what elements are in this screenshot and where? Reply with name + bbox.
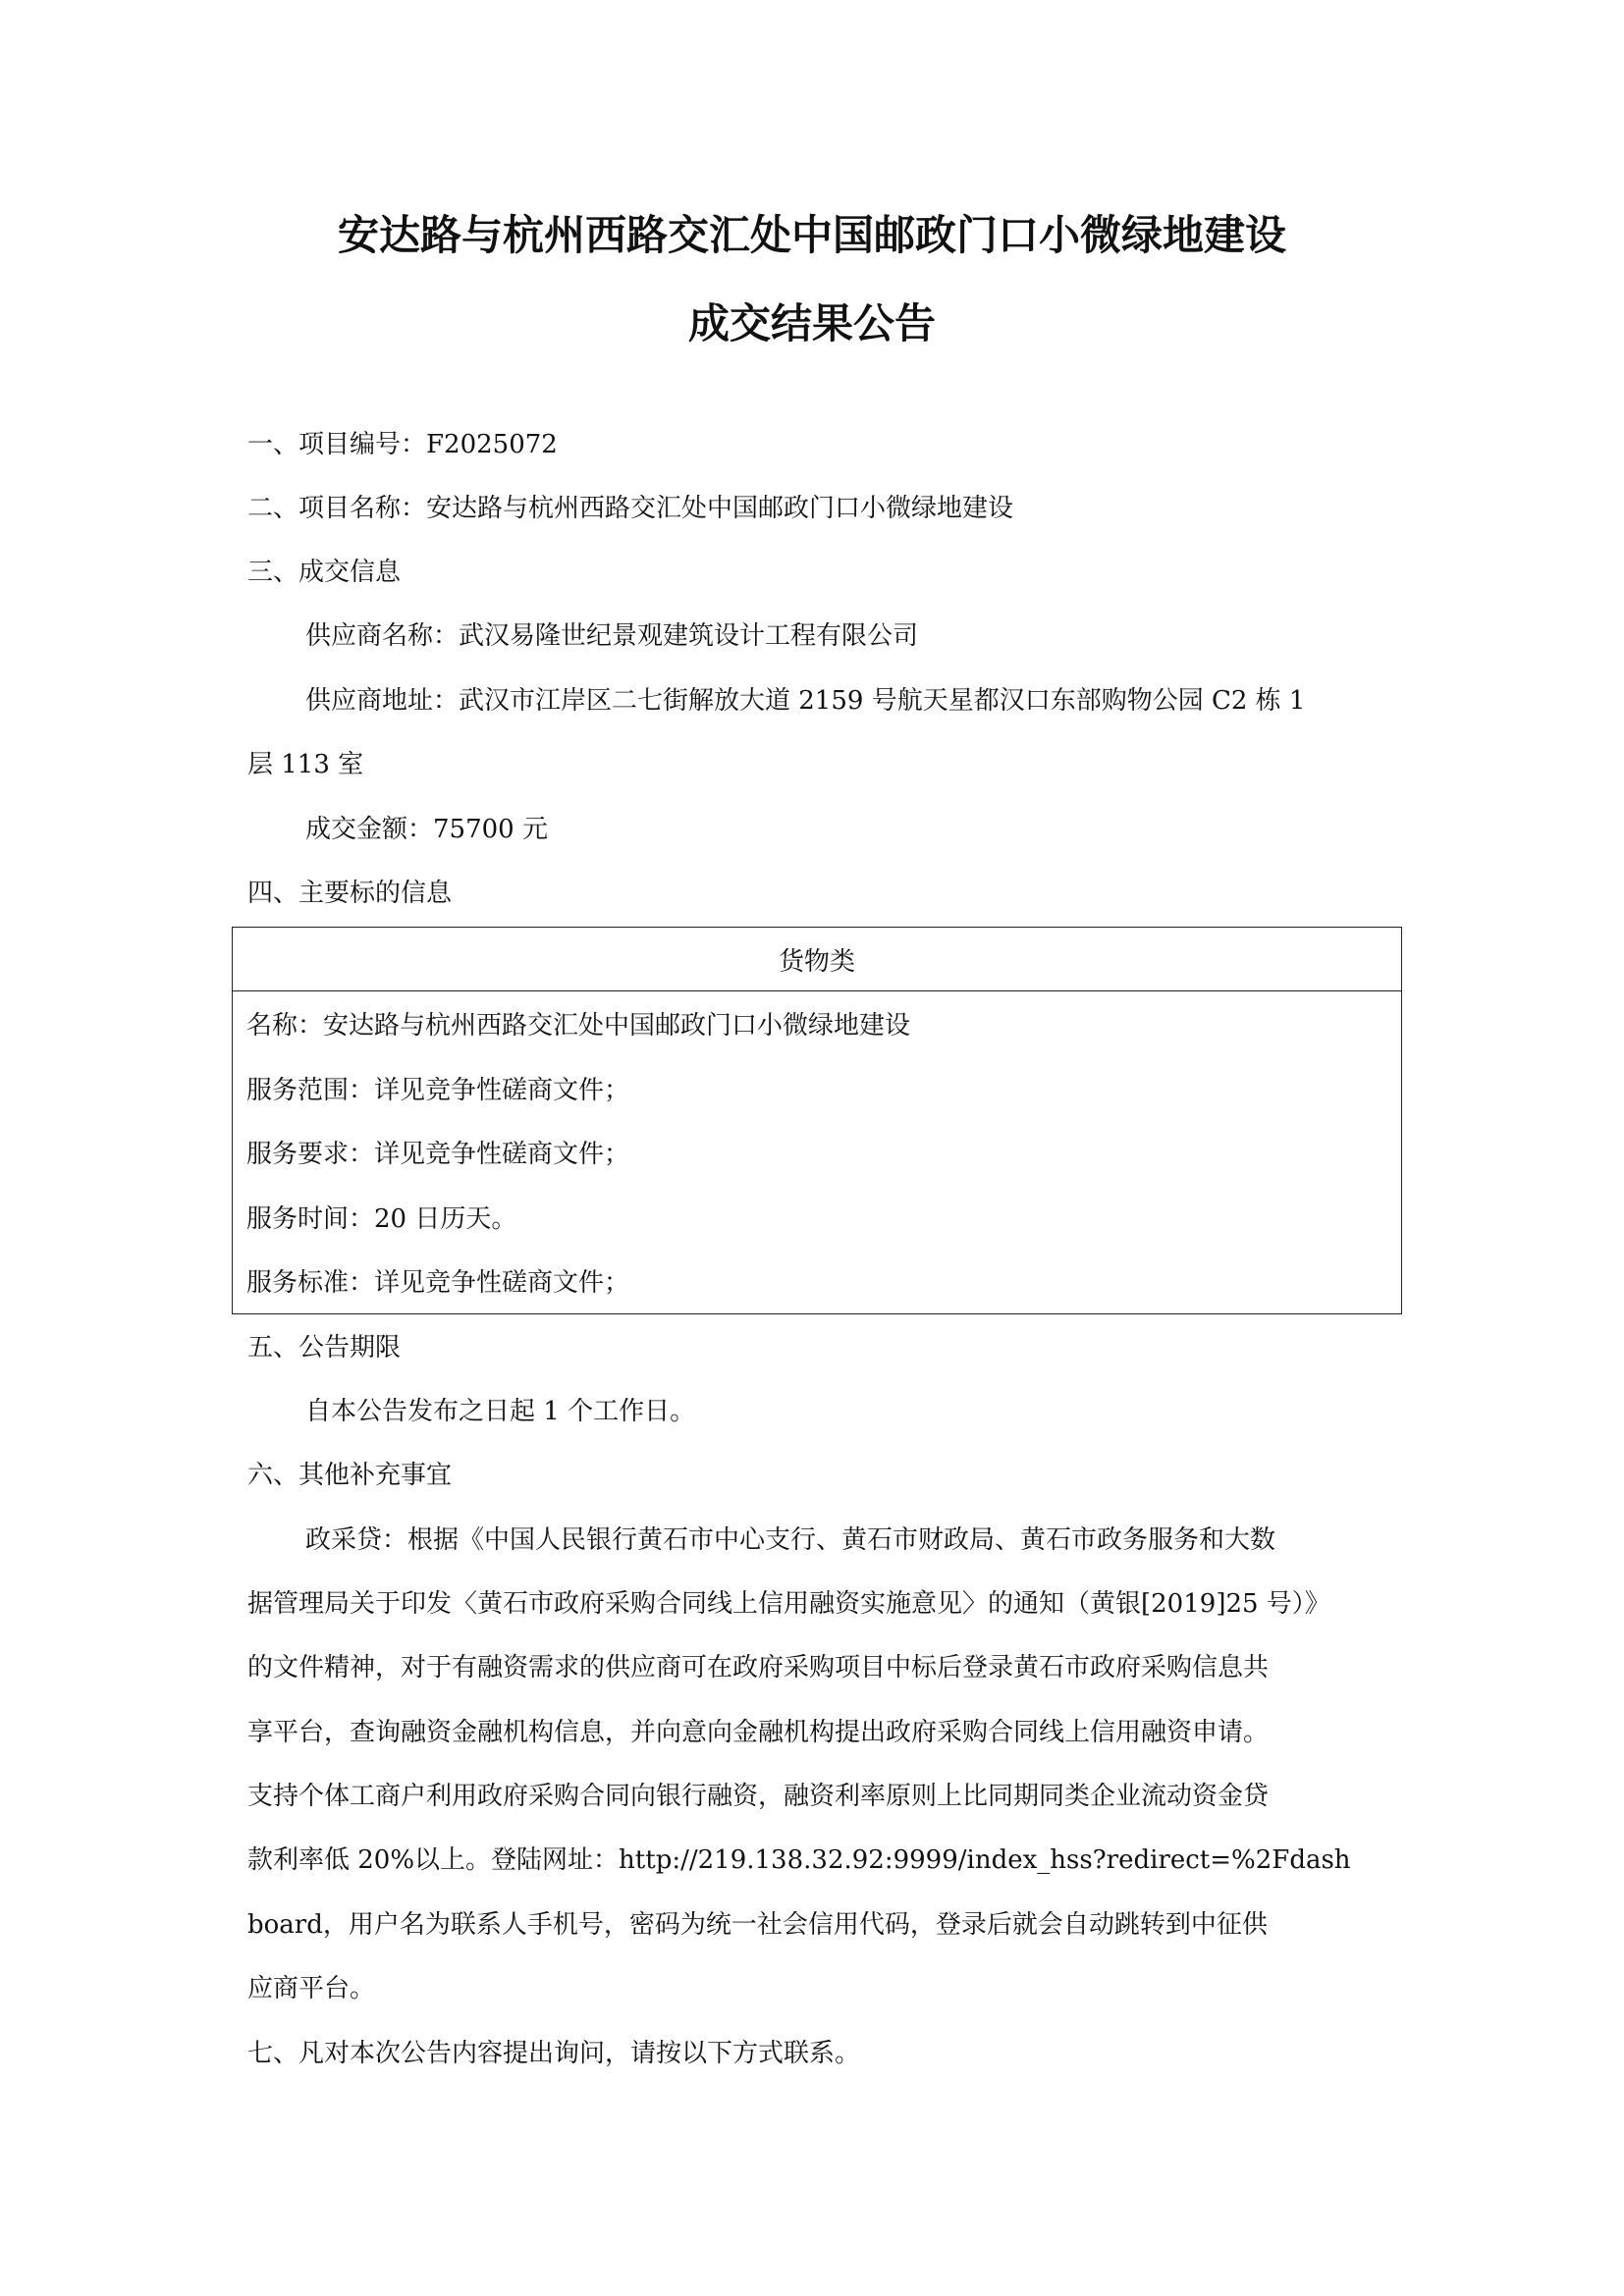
supplier-address-cont: 层 113 室 (247, 750, 364, 779)
supplement-line-with-url: 款利率低 20%以上。登陆网址：http://219.138.32.92:9999/index_hss?redirect=%2Fdash (247, 1845, 1351, 1875)
supplement-line: 据管理局关于印发〈黄石市政府采购合同线上信用融资实施意见〉的通知（黄银[2019]25 号）》 (247, 1589, 1330, 1619)
goods-row-requirement: 服务要求：详见竞争性磋商文件； (246, 1140, 630, 1170)
notice-period-text: 自本公告发布之日起 1 个工作日。 (305, 1397, 696, 1426)
supplement-line: 支持个体工商户利用政府采购合同向银行融资，融资利率原则上比同期同类企业流动资金贷 (247, 1782, 1270, 1811)
section-project-name: 二、项目名称：安达路与杭州西路交汇处中国邮政门口小微绿地建设 (247, 494, 1014, 523)
supplement-line: 政采贷：根据《中国人民银行黄石市中心支行、黄石市财政局、黄石市政务服务和大数 (305, 1525, 1276, 1555)
section-notice-period: 五、公告期限 (247, 1333, 402, 1362)
goods-row-name: 名称：安达路与杭州西路交汇处中国邮政门口小微绿地建设 (246, 1011, 911, 1041)
section-contact: 七、凡对本次公告内容提出询问，请按以下方式联系。 (247, 2039, 861, 2068)
supplement-line: 应商平台。 (247, 1974, 376, 2003)
goods-row-standard: 服务标准：详见竞争性磋商文件； (246, 1268, 630, 1299)
section-main-subject: 四、主要标的信息 (247, 879, 453, 908)
page-title: 安达路与杭州西路交汇处中国邮政门口小微绿地建设 (337, 211, 1286, 259)
section-project-number: 一、项目编号：F2025072 (247, 430, 558, 459)
deal-amount: 成交金额：75700 元 (305, 815, 548, 844)
supplier-address: 供应商地址：武汉市江岸区二七街解放大道 2159 号航天星都汉口东部购物公园 C2 栋 1 (305, 686, 1306, 716)
goods-row-scope: 服务范围：详见竞争性磋商文件； (246, 1075, 630, 1105)
section-deal-info: 三、成交信息 (247, 558, 402, 587)
supplement-line: board，用户名为联系人手机号，密码为统一社会信用代码，登录后就会自动跳转到中征供 (247, 1910, 1268, 1940)
section-other-matters: 六、其他补充事宜 (247, 1461, 453, 1490)
supplier-name: 供应商名称：武汉易隆世纪景观建筑设计工程有限公司 (305, 621, 919, 651)
supplement-line: 的文件精神，对于有融资需求的供应商可在政府采购项目中标后登录黄石市政府采购信息共 (247, 1653, 1270, 1682)
goods-row-time: 服务时间：20 日历天。 (246, 1203, 517, 1234)
goods-table-header: 货物类 (233, 928, 1402, 991)
supplement-line: 享平台，查询融资金融机构信息，并向意向金融机构提出政府采购合同线上信用融资申请。 (247, 1718, 1270, 1747)
page-subtitle: 成交结果公告 (687, 299, 936, 347)
goods-table (232, 927, 1402, 1314)
